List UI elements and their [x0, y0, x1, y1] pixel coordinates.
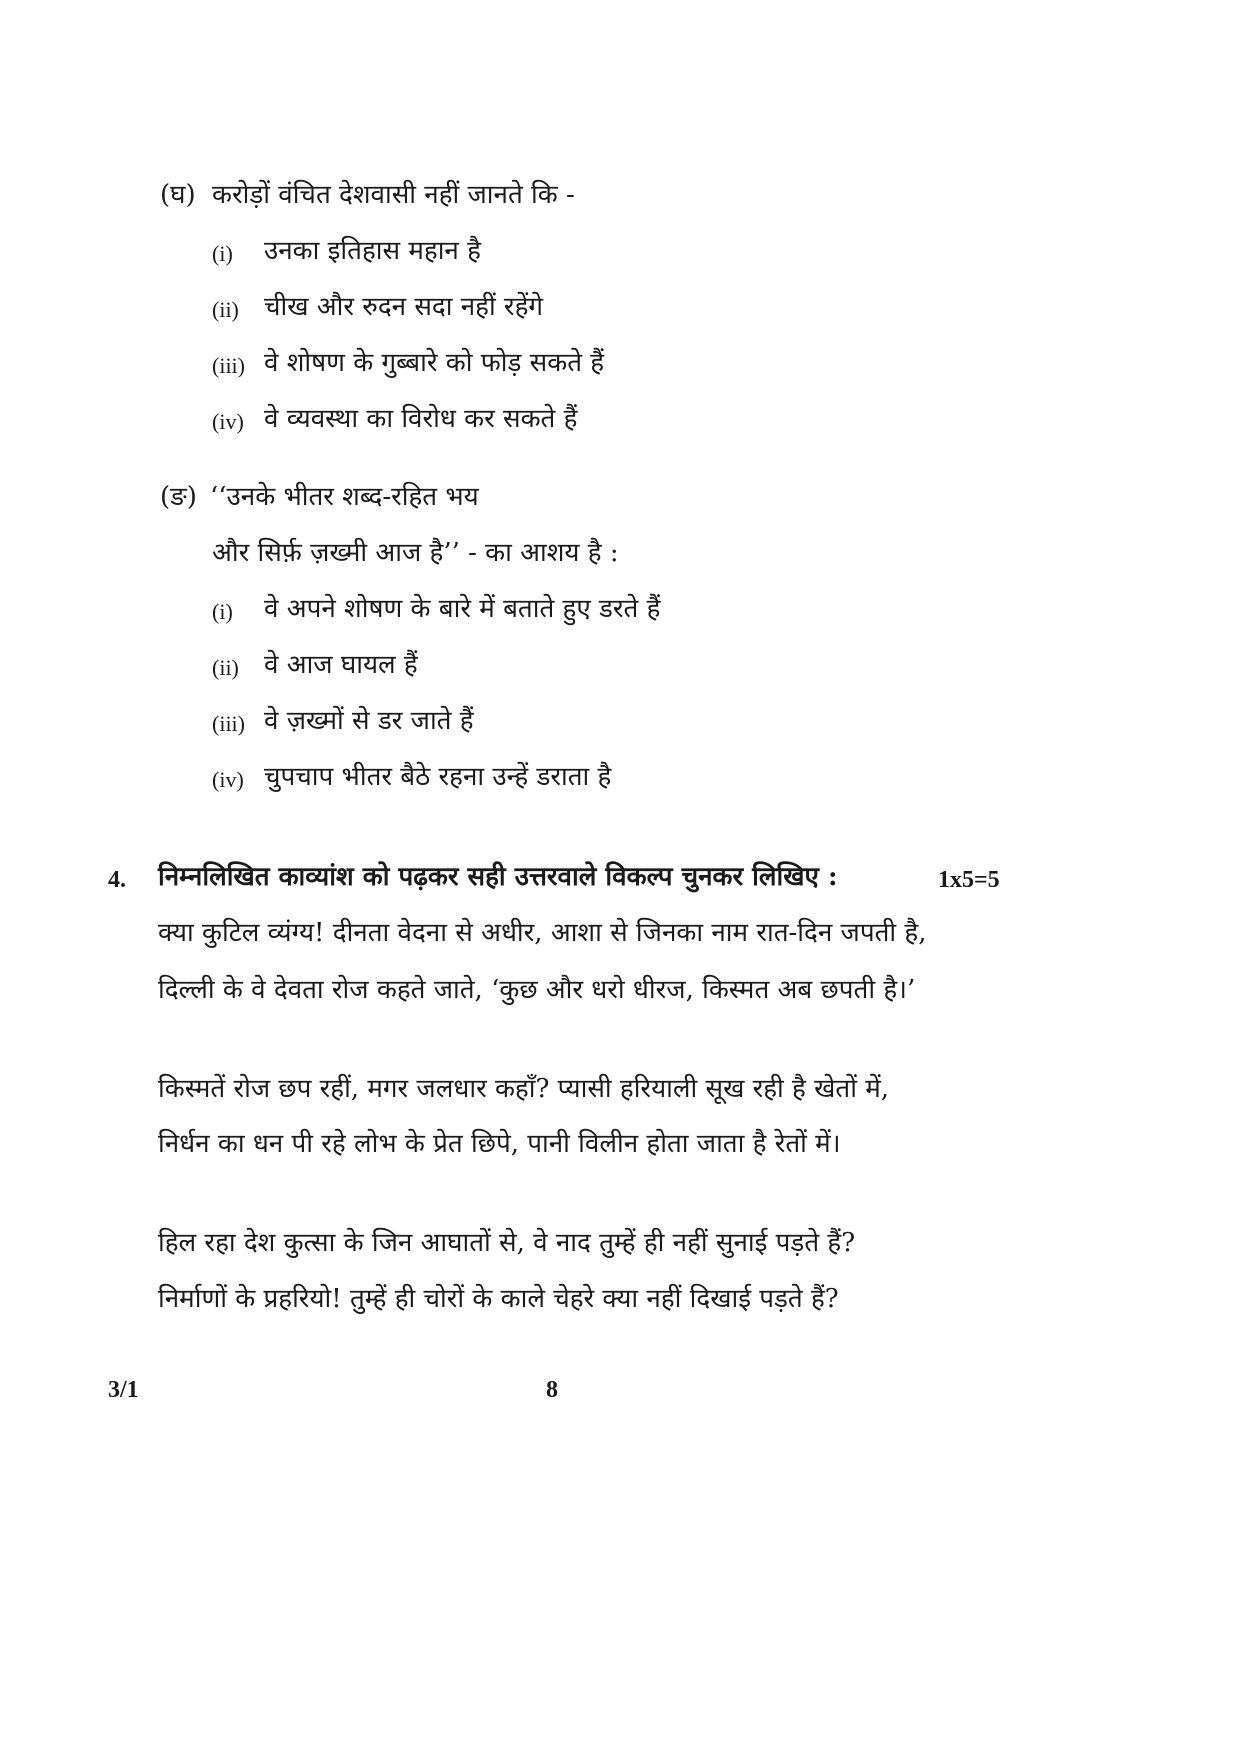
option-text: वे व्यवस्था का विरोध कर सकते हैं	[264, 404, 578, 434]
option-number: (iii)	[212, 353, 245, 378]
poem-line: क्या कुटिल व्यंग्य! दीनता वेदना से अधीर, आशा से जिनका नाम रात-दिन जपती है,	[158, 918, 927, 948]
option-number: (iv)	[212, 767, 244, 792]
option-text: वे शोषण के गुब्बारे को फोड़ सकते हैं	[264, 348, 605, 378]
question-4-instruction: निम्नलिखित काव्यांश को पढ़कर सही उत्तरवाले विकल्प चुनकर लिखिए :	[158, 862, 838, 892]
option-text: उनका इतिहास महान है	[264, 236, 481, 266]
option-number: (iii)	[212, 711, 245, 736]
option-number: (ii)	[212, 297, 239, 322]
question-nga-stem-line2: और सिर्फ़ ज़ख्मी आज है’’ - का आशय है :	[212, 538, 619, 568]
question-nga-stem-line1: ‘‘उनके भीतर शब्द-रहित भय	[210, 482, 479, 512]
question-4-marks: 1x5=5	[938, 867, 1000, 893]
poem-line: निर्माणों के प्रहरियो! तुम्हें ही चोरों के काले चेहरे क्या नहीं दिखाई पड़ते हैं?	[158, 1284, 839, 1314]
question-gha-stem: करोड़ों वंचित देशवासी नहीं जानते कि -	[212, 180, 575, 210]
option-text: वे अपने शोषण के बारे में बताते हुए डरते हैं	[264, 594, 661, 624]
option-number: (ii)	[212, 655, 239, 680]
poem-line: निर्धन का धन पी रहे लोभ के प्रेत छिपे, पानी विलीन होता जाता है रेतों में।	[158, 1129, 841, 1159]
option-text: चुपचाप भीतर बैठे रहना उन्हें डराता है	[264, 762, 612, 792]
page-number: 8	[546, 1377, 558, 1403]
option-number: (i)	[212, 599, 233, 624]
poem-line: दिल्ली के वे देवता रोज कहते जाते, ‘कुछ और धरो धीरज, किस्मत अब छपती है।’	[158, 975, 916, 1005]
question-nga-label: (ङ)	[160, 482, 197, 512]
option-text: चीख और रुदन सदा नहीं रहेंगे	[264, 292, 544, 322]
option-text: वे आज घायल हैं	[264, 650, 418, 680]
option-text: वे ज़ख्मों से डर जाते हैं	[264, 706, 474, 736]
poem-line: हिल रहा देश कुत्सा के जिन आघातों से, वे नाद तुम्हें ही नहीं सुनाई पड़ते हैं?	[158, 1228, 856, 1258]
question-4-number: 4.	[108, 867, 126, 893]
option-number: (iv)	[212, 409, 244, 434]
poem-line: किस्मतें रोज छप रहीं, मगर जलधार कहाँ? प्यासी हरियाली सूख रही है खेतों में,	[158, 1074, 890, 1104]
paper-code: 3/1	[108, 1377, 139, 1403]
option-number: (i)	[212, 241, 233, 266]
question-gha-label: (घ)	[160, 180, 196, 210]
